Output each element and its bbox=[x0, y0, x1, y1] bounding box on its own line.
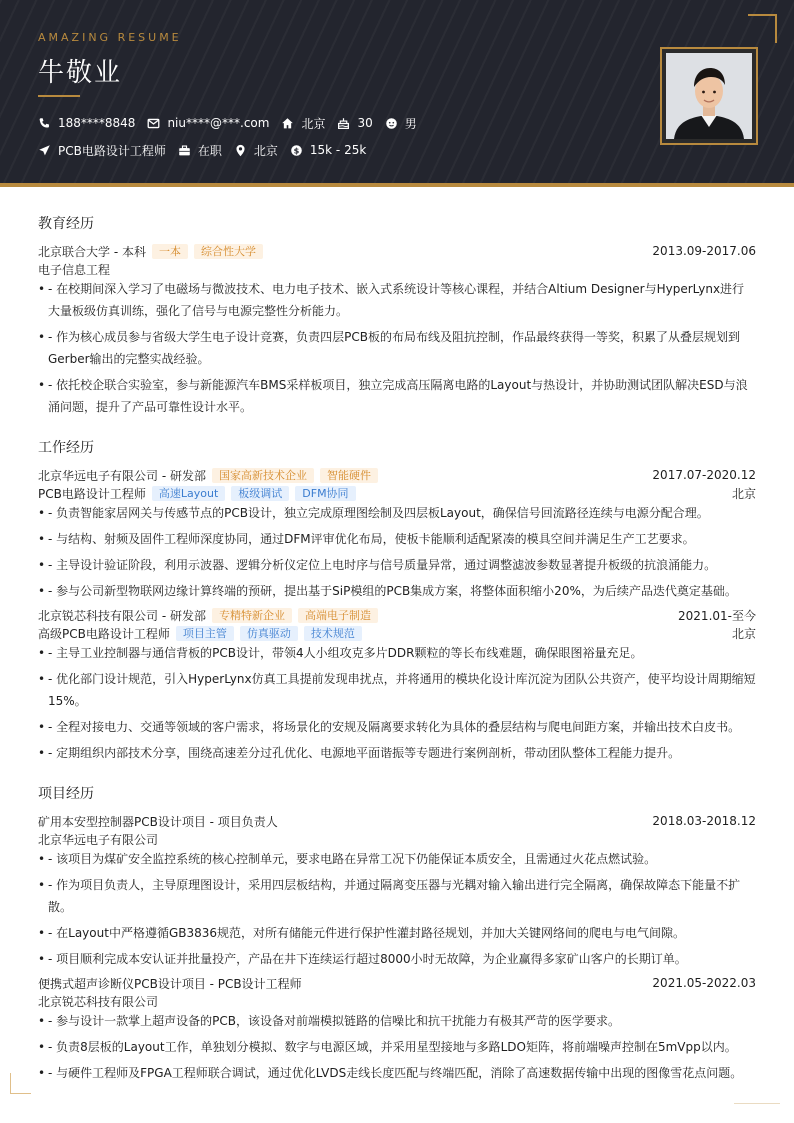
header-divider bbox=[0, 183, 794, 187]
list-item: • - 依托校企联合实验室，参与新能源汽车BMS采样板项目，独立完成高压隔离电路的Layout与热设计，并协助测试团队解决ESD与浪涌问题，提升了产品可靠性设计水平。 bbox=[38, 378, 748, 414]
candidate-name: 牛敬业 bbox=[38, 58, 123, 88]
briefcase-icon bbox=[178, 144, 191, 157]
role-tag: 仿真驱动 bbox=[240, 626, 298, 641]
salary-item bbox=[290, 143, 366, 157]
job-location: 北京 bbox=[731, 486, 756, 501]
company-tag: 国家高新技术企业 bbox=[212, 468, 314, 483]
city-item bbox=[281, 115, 325, 132]
list-item: • - 负责智能家居网关与传感节点的PCB设计，独立完成原理图绘制及四层板Layout，确保信号回流路径连续与电源分配合理。 bbox=[38, 506, 709, 520]
status-text: 在职 bbox=[197, 143, 222, 158]
gender-icon bbox=[385, 117, 398, 130]
project-company-row bbox=[38, 830, 756, 848]
list-item: • - 与硬件工程师及FPGA工程师联合调试，通过优化LVDS走线长度匹配与终端匹配，消除了高速数据传输中出现的图像雪花点问题。 bbox=[38, 1066, 743, 1080]
salary-text: 15k - 25k bbox=[309, 143, 367, 157]
email-item bbox=[147, 116, 269, 130]
major-row bbox=[38, 260, 756, 278]
list-item: • - 主导工业控制器与通信背板的PCB设计，带领4人小组攻克多片DDR颗粒的等长布线难题，确保眼图裕量充足。 bbox=[38, 646, 643, 660]
list-item: • - 该项目为煤矿安全监控系统的核心控制单元，要求电路在异常工况下仍能保证本质安全，且需通过火花点燃试验。 bbox=[38, 852, 657, 866]
gender-item bbox=[385, 115, 417, 132]
school-tag: 综合性大学 bbox=[194, 244, 263, 259]
phone-icon bbox=[38, 117, 51, 130]
company-tag: 专精特新企业 bbox=[212, 608, 292, 623]
project-company: 北京华远电子有限公司 bbox=[38, 832, 159, 847]
corner-decoration bbox=[748, 14, 777, 43]
project-name: 矿用本安型控制器PCB设计项目 - 项目负责人 bbox=[38, 814, 278, 829]
role-tag: 板级调试 bbox=[231, 486, 289, 501]
list-item: • - 参与公司新型物联网边缘计算终端的预研，提出基于SiP模组的PCB集成方案，将整体面积缩小20%，为后续产品迭代奠定基础。 bbox=[38, 584, 737, 598]
list-item: • - 负责8层板的Layout工作，单独划分模拟、数字与电源区域，并采用星型接地与多路LDO矩阵，将前端噪声控制在5mVpp以内。 bbox=[38, 1040, 737, 1054]
phone-text: 188****8848 bbox=[58, 116, 136, 130]
list-item: • - 定期组织内部技术分享，围绕高速差分过孔优化、电源地平面谐振等专题进行案例剖析，带动团队整体工程能力提升。 bbox=[38, 746, 681, 760]
list-item: • - 参与设计一款掌上超声设备的PCB，该设备对前端模拟链路的信噪比和抗干扰能力有极其严苛的医学要求。 bbox=[38, 1014, 620, 1028]
list-item: • - 全程对接电力、交通等领域的客户需求，将场景化的安规及隔离要求转化为具体的叠层结构与爬电间距方案，并输出技术白皮书。 bbox=[38, 720, 741, 734]
job-role-row bbox=[38, 484, 756, 502]
contact-row bbox=[38, 114, 429, 132]
profile-photo-frame bbox=[660, 47, 758, 145]
role-tag: DFM协同 bbox=[295, 486, 355, 501]
work-section-title: 工作经历 bbox=[38, 440, 94, 456]
list-item: • - 优化部门设计规范，引入HyperLynx仿真工具提前发现串扰点，并将通用的模块化设计库沉淀为团队公共资产，使平均设计周期缩短15%。 bbox=[38, 672, 756, 708]
education-period: 2013.09-2017.06 bbox=[652, 244, 756, 258]
list-item: • - 作为项目负责人，主导原理图设计，采用四层板结构，并通过隔离变压器与光耦对输入输出进行完全隔离，确保故障态下能量不扩散。 bbox=[38, 878, 741, 914]
job-role-row bbox=[38, 624, 756, 642]
list-item: • - 项目顺利完成本安认证并批量投产，产品在井下连续运行超过8000小时无故障，为企业赢得多家矿山客户的长期订单。 bbox=[38, 952, 687, 966]
status-item bbox=[178, 142, 222, 159]
target-city-item bbox=[234, 142, 278, 159]
project-company-row bbox=[38, 992, 756, 1010]
job-role: PCB电路设计工程师 bbox=[38, 486, 146, 501]
role-tag: 高速Layout bbox=[152, 486, 225, 501]
gender-text: 男 bbox=[404, 116, 417, 131]
project-header-row bbox=[38, 974, 756, 992]
project-name: 便携式超声诊断仪PCB设计项目 - PCB设计工程师 bbox=[38, 976, 302, 991]
age-text: 30 bbox=[357, 116, 373, 130]
project-company: 北京锐芯科技有限公司 bbox=[38, 994, 159, 1009]
target-city-text: 北京 bbox=[253, 143, 278, 158]
corner-decoration bbox=[734, 1103, 780, 1104]
job-period: 2021.01-至今 bbox=[678, 608, 756, 623]
job-intent-row bbox=[38, 141, 378, 159]
cake-icon bbox=[337, 117, 350, 130]
company-name: 北京华远电子有限公司 - 研发部 bbox=[38, 468, 206, 483]
project-period: 2018.03-2018.12 bbox=[652, 814, 756, 828]
list-item: • - 与结构、射频及固件工程师深度协同，通过DFM评审优化布局，使板卡能顺利适配紧凑的模具空间并满足生产工艺要求。 bbox=[38, 532, 695, 546]
project-period: 2021.05-2022.03 bbox=[652, 976, 756, 990]
list-item: • - 在Layout中严格遵循GB3836规范，对所有储能元件进行保护性灌封路径规划，并加大关键网络间的爬电与电气间隙。 bbox=[38, 926, 686, 940]
company-name: 北京锐芯科技有限公司 - 研发部 bbox=[38, 608, 206, 623]
projects-section-title: 项目经历 bbox=[38, 786, 94, 802]
major-name: 电子信息工程 bbox=[38, 262, 111, 277]
age-item bbox=[337, 116, 372, 130]
job-header-row bbox=[38, 606, 756, 624]
svg-text:$: $ bbox=[293, 144, 300, 155]
school-tag: 一本 bbox=[152, 244, 188, 259]
company-tag: 高端电子制造 bbox=[298, 608, 378, 623]
school-name: 北京联合大学 - 本科 bbox=[38, 244, 146, 259]
location-pin-icon bbox=[234, 144, 247, 157]
list-item: • - 主导设计验证阶段，利用示波器、逻辑分析仪定位上电时序与信号质量异常，通过调整滤波参数显著提升板级的抗浪涌能力。 bbox=[38, 558, 717, 572]
name-underline bbox=[38, 95, 80, 97]
send-icon bbox=[38, 144, 51, 157]
header-tagline: AMAZING RESUME bbox=[38, 31, 182, 44]
corner-decoration bbox=[10, 1073, 31, 1094]
project-header-row bbox=[38, 812, 756, 830]
profile-photo bbox=[666, 53, 752, 139]
education-section-title: 教育经历 bbox=[38, 216, 94, 232]
phone-item bbox=[38, 116, 135, 130]
home-icon bbox=[281, 117, 294, 130]
job-period: 2017.07-2020.12 bbox=[652, 468, 756, 482]
position-item bbox=[38, 142, 166, 159]
role-tag: 项目主管 bbox=[176, 626, 234, 641]
job-location: 北京 bbox=[731, 626, 756, 641]
email-text: niu****@***.com bbox=[167, 116, 270, 130]
dollar-icon bbox=[290, 144, 303, 157]
list-item: • - 作为核心成员参与省级大学生电子设计竞赛，负责四层PCB板的布局布线及阻抗控制，作品最终获得一等奖，积累了从叠层规划到Gerber输出的完整实战经验。 bbox=[38, 330, 740, 366]
list-item: • - 在校期间深入学习了电磁场与微波技术、电力电子技术、嵌入式系统设计等核心课程，并结合Altium Designer与HyperLynx进行大量板级仿真训练，强化了信号与电源完整性分析能力。 bbox=[38, 282, 745, 318]
job-header-row bbox=[38, 466, 756, 484]
mail-icon bbox=[147, 117, 160, 130]
education-header-row bbox=[38, 242, 756, 260]
position-text: PCB电路设计工程师 bbox=[58, 143, 166, 158]
city-text: 北京 bbox=[301, 116, 326, 131]
job-role: 高级PCB电路设计工程师 bbox=[38, 626, 170, 641]
role-tag: 技术规范 bbox=[304, 626, 362, 641]
company-tag: 智能硬件 bbox=[320, 468, 378, 483]
